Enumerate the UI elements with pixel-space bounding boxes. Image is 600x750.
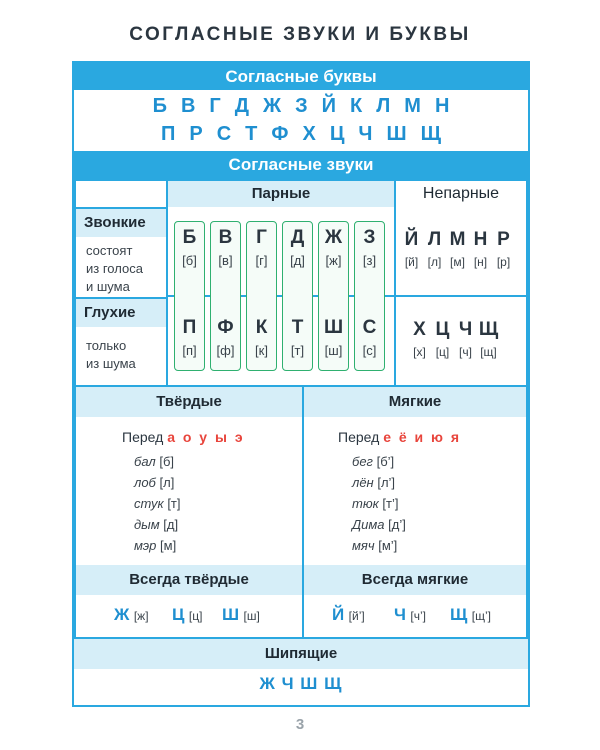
letter: Ш	[386, 123, 407, 145]
always-hard-header: Всегда твёрдые	[76, 565, 302, 595]
consonant-letters-header: Согласные буквы	[74, 63, 528, 90]
always-sound: [щ’]	[471, 609, 491, 623]
hard-example	[134, 475, 174, 490]
letter: Т	[245, 123, 258, 145]
unpaired-voiceless-letters	[408, 319, 500, 341]
unpaired-voiceless-sounds	[408, 345, 500, 359]
soft-example	[352, 517, 406, 532]
always-letter: Ч	[394, 605, 406, 624]
always-hard-item	[114, 605, 149, 625]
letter: Д	[234, 95, 250, 117]
example-sound: [т]	[167, 496, 181, 511]
sound: [ч]	[459, 345, 472, 359]
letter: Щ	[478, 319, 499, 340]
hard-example	[134, 538, 176, 553]
always-soft-item	[332, 605, 365, 625]
paired-voiced-sound: [г]	[255, 253, 268, 268]
soft-example	[352, 454, 394, 469]
sound: [н]	[473, 255, 488, 269]
paired-voiceless-sound: [п]	[182, 343, 197, 358]
paired-voiced-sound: [в]	[218, 253, 233, 268]
sound: [ц]	[435, 345, 450, 359]
sound: [й]	[404, 255, 419, 269]
hard-example	[134, 454, 174, 469]
voiced-desc-3: и шума	[86, 279, 130, 294]
letter: Н	[434, 95, 450, 117]
letter: З	[295, 95, 308, 117]
paired-voiceless-sound: [ш]	[324, 343, 343, 358]
letter: Ч	[358, 123, 373, 145]
paired-voiceless-sound: [ф]	[216, 343, 235, 358]
letter: Х	[302, 123, 316, 145]
voiced-desc-1: состоят	[86, 243, 133, 258]
example-word: бег	[352, 454, 373, 469]
example-sound: [б’]	[376, 454, 395, 469]
sound: [л]	[427, 255, 442, 269]
sound: [м]	[450, 255, 465, 269]
always-letter: Щ	[450, 605, 468, 624]
hard-example	[134, 496, 181, 511]
example-word: тюк	[352, 496, 379, 511]
paired-voiceless-letter: Ф	[217, 317, 234, 338]
always-hard-item	[172, 605, 202, 625]
voiceless-cell	[74, 297, 168, 387]
paired-header-cell	[166, 179, 396, 209]
paired-voiced-letter: З	[363, 227, 376, 248]
paired-voiceless-sound: [к]	[255, 343, 268, 358]
always-soft-header: Всегда мягкие	[304, 565, 526, 595]
letter: Ц	[435, 319, 450, 340]
example-sound: [л]	[159, 475, 175, 490]
always-sound: [й’]	[348, 609, 365, 623]
unpaired-header: Непарные	[396, 181, 526, 207]
page-title: СОГЛАСНЫЕ ЗВУКИ И БУКВЫ	[129, 24, 471, 45]
empty-corner-cell	[74, 179, 168, 209]
always-sound: [ш]	[243, 609, 260, 623]
paired-voiced-letter: Д	[290, 227, 305, 248]
unpaired-voiced-letters	[400, 229, 515, 251]
paired-voiced-letter: Г	[256, 227, 267, 248]
hard-before-line	[122, 429, 245, 445]
paired-voiced-sound: [з]	[362, 253, 377, 268]
example-word: мяч	[352, 538, 375, 553]
paired-voiceless-letter: Ш	[323, 317, 344, 338]
hard-example	[134, 517, 178, 532]
consonants-table	[72, 61, 530, 707]
example-word: лоб	[134, 475, 156, 490]
example-sound: [м]	[160, 538, 177, 553]
paired-voiceless-sound: [т]	[290, 343, 305, 358]
soft-before-label: Перед	[338, 429, 380, 445]
example-word: Дима	[352, 517, 385, 532]
letter: П	[161, 123, 176, 145]
sound: [щ]	[480, 345, 497, 359]
hard-vowels: а о у ы э	[167, 429, 245, 445]
soft-example	[352, 496, 398, 511]
letter: Ф	[271, 123, 289, 145]
paired-header: Парные	[168, 181, 394, 207]
example-word: стук	[134, 496, 164, 511]
page-number: 3	[295, 716, 305, 733]
consonant-letters-row1	[74, 95, 528, 118]
hard-before-label: Перед	[122, 429, 164, 445]
letter: Х	[413, 319, 426, 340]
unpaired-header-cell	[394, 179, 528, 209]
voiceless-label: Глухие	[76, 299, 166, 327]
always-soft-item	[450, 605, 491, 625]
letter: Й	[404, 229, 419, 250]
always-hard-item	[222, 605, 260, 625]
always-letter: Ц	[172, 605, 185, 624]
letter: Г	[209, 95, 221, 117]
letter: Р	[497, 229, 510, 250]
example-sound: [л’]	[377, 475, 396, 490]
sibilants-block	[74, 637, 528, 705]
always-sound: [ц]	[188, 609, 203, 623]
letter: Н	[473, 229, 488, 250]
consonant-letters-row2	[74, 123, 528, 146]
sibilants-letters: Ж Ч Ш Щ	[259, 674, 343, 693]
hard-header: Твёрдые	[76, 387, 302, 417]
paired-voiceless-letter: С	[362, 317, 377, 338]
voiceless-desc-2: из шума	[86, 356, 136, 371]
paired-voiced-letter: Б	[182, 227, 197, 248]
soft-example	[352, 538, 397, 553]
paired-voiced-sound: [ж]	[325, 253, 342, 268]
voiceless-desc-1: только	[86, 338, 127, 353]
paired-voiceless-letter: П	[182, 317, 197, 338]
paired-block	[166, 207, 396, 387]
consonant-sounds-header: Согласные звуки	[74, 151, 528, 179]
always-letter: Й	[332, 605, 345, 624]
sound: [р]	[496, 255, 511, 269]
letter: Л	[376, 95, 391, 117]
example-sound: [м’]	[378, 538, 398, 553]
paired-voiceless-sound: [с]	[362, 343, 377, 358]
soft-header: Мягкие	[304, 387, 526, 417]
soft-example	[352, 475, 395, 490]
letter: Щ	[420, 123, 441, 145]
always-letter: Ш	[222, 605, 240, 624]
letter: Й	[321, 95, 336, 117]
letter: Ц	[329, 123, 345, 145]
soft-vowels: е ё и ю я	[383, 429, 462, 445]
paired-voiceless-letter: Т	[291, 317, 304, 338]
example-sound: [т’]	[382, 496, 399, 511]
example-word: мэр	[134, 538, 157, 553]
voiced-label: Звонкие	[76, 209, 166, 237]
unpaired-divider	[394, 295, 528, 297]
letter: Б	[152, 95, 167, 117]
letter: С	[216, 123, 232, 145]
sibilants-header: Шипящие	[74, 639, 528, 669]
letter: К	[350, 95, 363, 117]
always-sound: [ч’]	[410, 609, 426, 623]
example-word: лён	[352, 475, 374, 490]
paired-voiced-letter: В	[218, 227, 233, 248]
paired-voiced-sound: [д]	[290, 253, 305, 268]
always-letter: Ж	[114, 605, 130, 624]
voiced-desc-2: из голоса	[86, 261, 143, 276]
letter: В	[180, 95, 196, 117]
always-sound: [ж]	[133, 609, 149, 623]
example-word: бал	[134, 454, 156, 469]
paired-voiced-sound: [б]	[182, 253, 197, 268]
paired-voiced-letter: Ж	[324, 227, 343, 248]
always-soft-item	[394, 605, 426, 625]
letter: М	[449, 229, 466, 250]
soft-before-line	[338, 429, 461, 445]
example-sound: [б]	[159, 454, 175, 469]
sound: [х]	[413, 345, 426, 359]
example-sound: [д’]	[388, 517, 406, 532]
example-sound: [д]	[163, 517, 179, 532]
example-word: дым	[134, 517, 160, 532]
letter: Р	[189, 123, 203, 145]
letter: Ч	[458, 319, 473, 340]
unpaired-voiced-sounds	[400, 255, 515, 269]
letter: М	[404, 95, 421, 117]
letter: Ж	[263, 95, 282, 117]
letter: Л	[427, 229, 442, 250]
unpaired-block	[394, 207, 528, 387]
voiced-cell	[74, 207, 168, 299]
paired-voiceless-letter: К	[255, 317, 268, 338]
